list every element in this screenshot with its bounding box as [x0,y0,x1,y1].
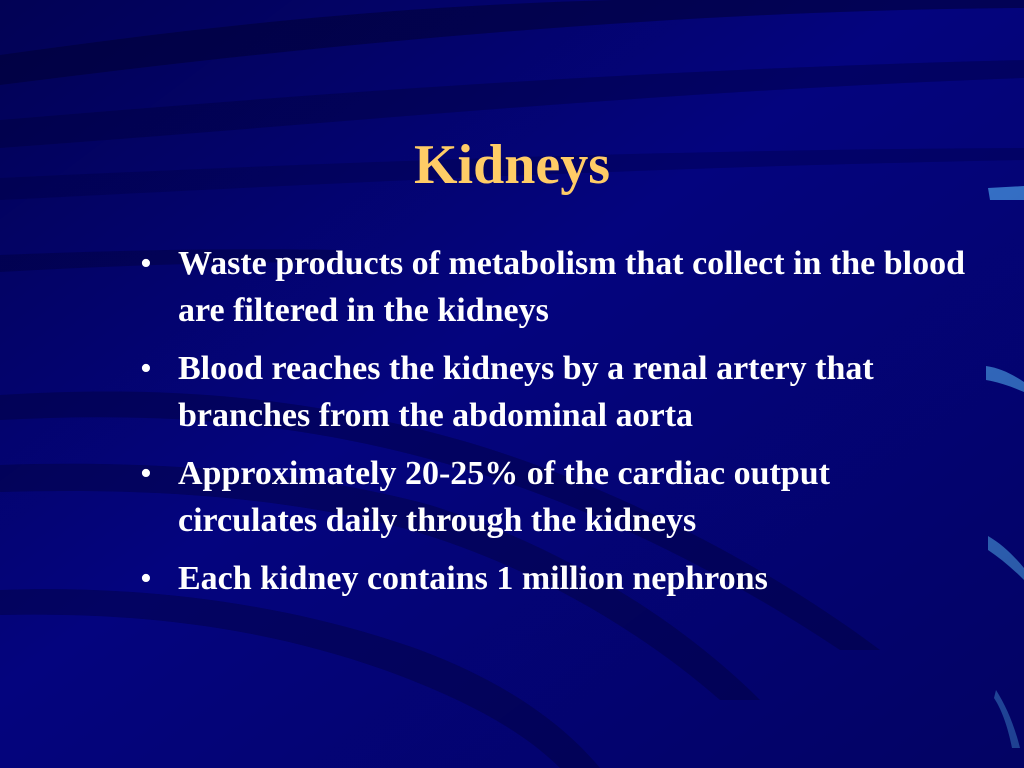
bullet-text: Approximately 20-25% of the cardiac output circulates daily through the kidneys [178,455,830,539]
bullet-item [136,555,966,602]
slide-title: Kidneys [413,134,611,196]
bullet-list [136,240,966,613]
bullet-marker: • [140,350,152,387]
bullet-text: Each kidney contains 1 million nephrons [178,560,768,597]
bullet-text: Blood reaches the kidneys by a renal artery that branches from the abdominal aorta [178,350,874,434]
bullet-marker: • [140,455,152,492]
bullet-marker: • [140,245,152,282]
bullet-item [136,240,966,334]
bullet-marker: • [140,560,152,597]
bullet-text: Waste products of metabolism that collect in the blood are filtered in the kidneys [178,245,966,329]
bullet-item [136,345,966,439]
bullet-item [136,450,966,544]
